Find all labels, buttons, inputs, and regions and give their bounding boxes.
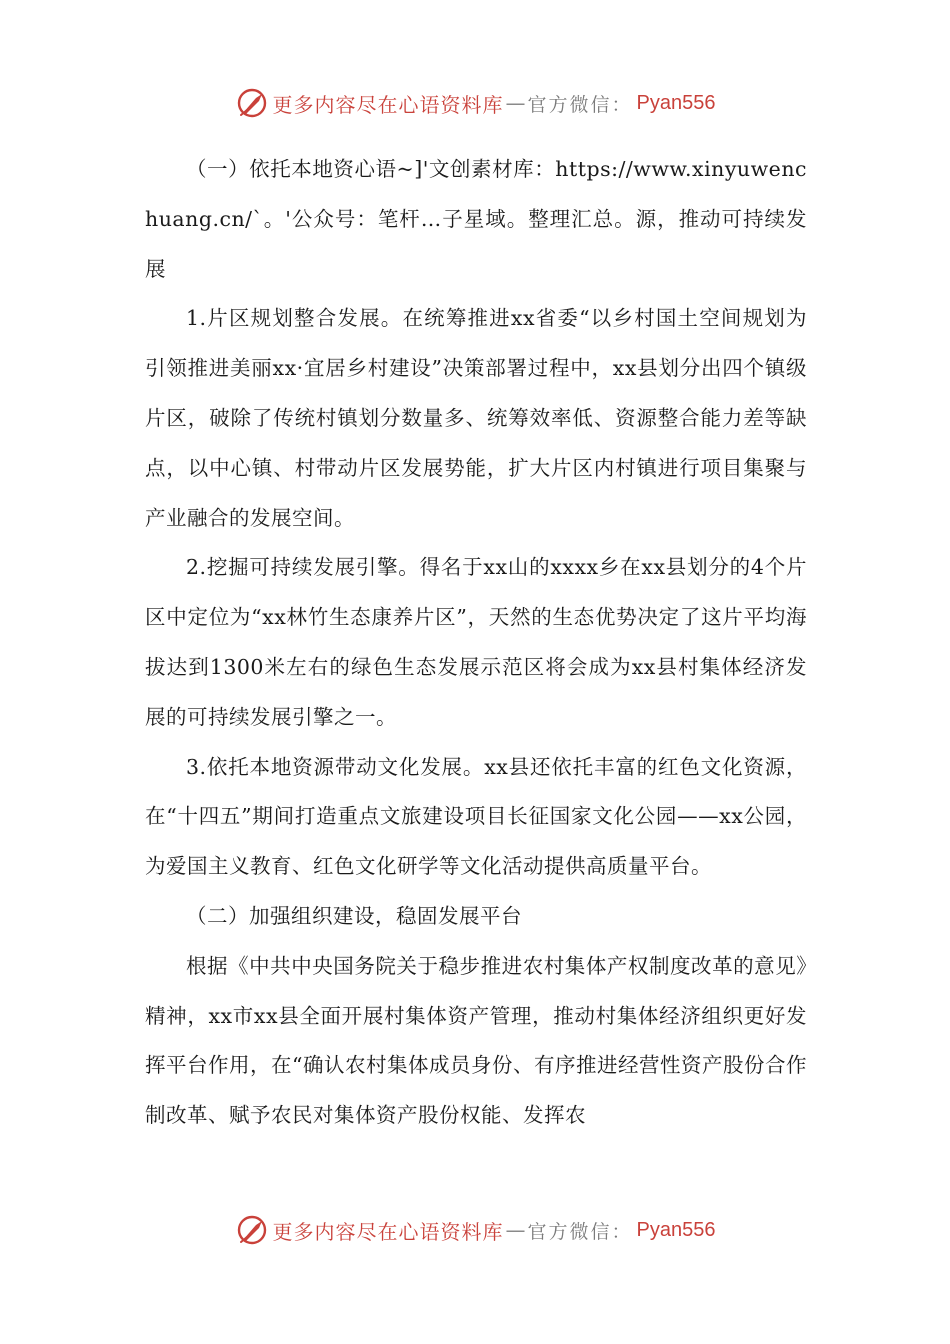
quill-pen-icon (235, 1213, 269, 1247)
section-heading-2: （二）加强组织建设，稳固发展平台 (186, 903, 522, 928)
document-body (145, 145, 807, 1141)
banner-dash: — (505, 1218, 526, 1242)
section-heading-1: （一）依托本地资心语~]'文创素材库：https://www.xinyuwenchuang.cn/`。'公众号：笔杆…子星域。整理汇总。源，推动可持续发展 (145, 157, 807, 281)
footer-banner (0, 1207, 950, 1253)
banner-brand-text: 更多内容尽在心语资料库 (272, 1219, 504, 1244)
header-banner (0, 80, 950, 126)
banner-official-label: 官方微信： (527, 93, 633, 116)
paragraph-item-2: 2.挖掘可持续发展引擎。得名于xx山的xxxx乡在xx县划分的4个片区中定位为“xx林竹生态康养片区”，天然的生态优势决定了这片平均海拔达到1300米左右的绿色生态发展示范区将会成为xx县村集体经济发展的可持续发展引擎之一。 (145, 555, 807, 729)
banner-brand-text: 更多内容尽在心语资料库 (272, 92, 504, 117)
banner-wechat-id: Pyan556 (636, 91, 716, 114)
paragraph-item-1: 1.片区规划整合发展。在统筹推进xx省委“以乡村国土空间规划为引领推进美丽xx·宜居乡村建设”决策部署过程中，xx县划分出四个镇级片区，破除了传统村镇划分数量多、统筹效率低、资源整合能力差等缺点，以中心镇、村带动片区发展势能，扩大片区内村镇进行项目集聚与产业融合的发展空间。 (145, 306, 807, 530)
paragraph-body: 根据《中共中央国务院关于稳步推进农村集体产权制度改革的意见》精神，xx市xx县全面开展村集体资产管理，推动村集体经济组织更好发挥平台作用，在“确认农村集体成员身份、有序推进经营性资产股份合作制改革、赋予农民对集体资产股份权能、发挥农 (145, 953, 807, 1128)
paragraph-item-3: 3.依托本地资源带动文化发展。xx县还依托丰富的红色文化资源，在“十四五”期间打造重点文旅建设项目长征国家文化公园——xx公园，为爱国主义教育、红色文化研学等文化活动提供高质量平台。 (145, 754, 807, 879)
banner-official-label: 官方微信： (527, 1220, 633, 1243)
quill-pen-icon (235, 86, 269, 120)
banner-wechat-id: Pyan556 (636, 1218, 716, 1241)
banner-dash: — (505, 91, 526, 115)
